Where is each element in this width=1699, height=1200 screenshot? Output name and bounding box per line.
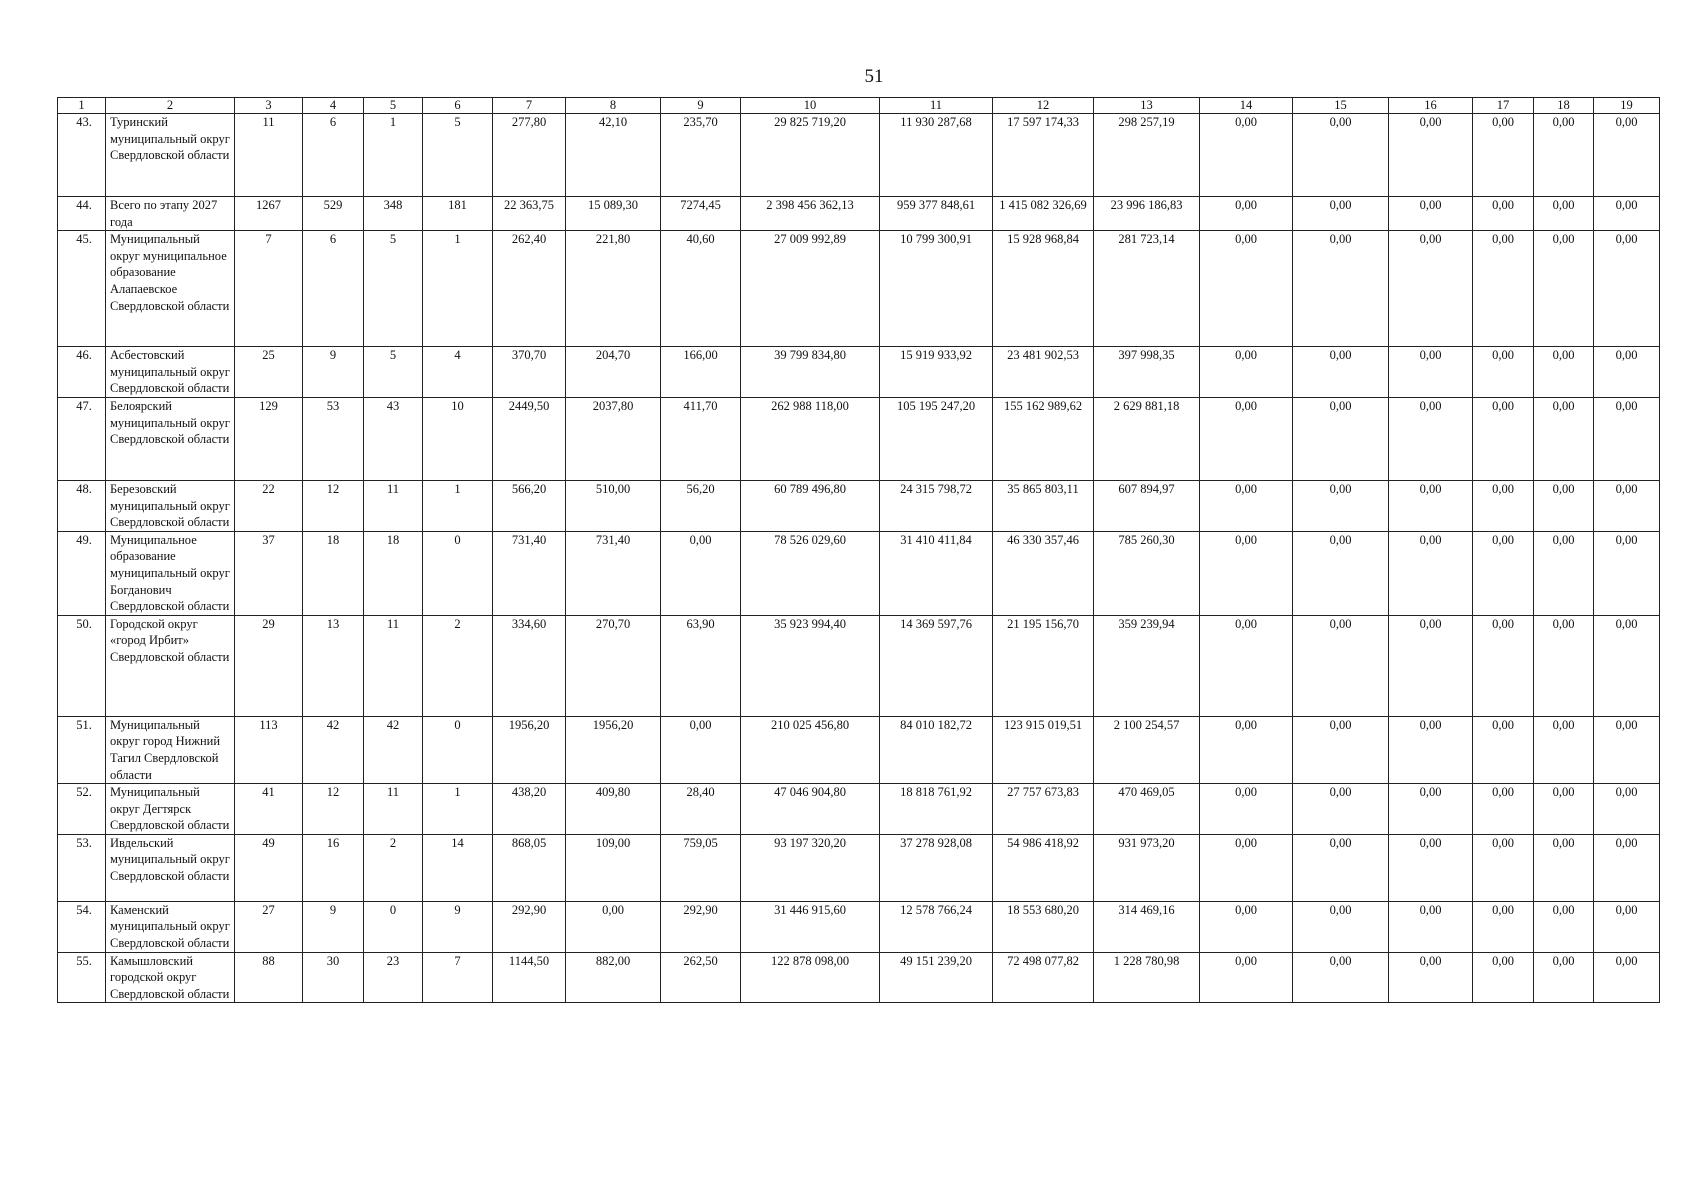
table-cell: 0,00 (1594, 952, 1660, 1003)
table-cell: 12 578 766,24 (880, 901, 993, 952)
table-cell: 210 025 456,80 (741, 716, 880, 783)
municipality-name: Муниципальный округ муниципальное образование Алапаевское Свердловской области (106, 231, 235, 347)
column-header: 11 (880, 98, 993, 114)
table-cell: 314 469,16 (1094, 901, 1200, 952)
table-cell: 0,00 (1389, 397, 1473, 480)
table-cell: 0,00 (1389, 197, 1473, 231)
table-cell: 0,00 (1473, 615, 1534, 716)
table-cell: 0,00 (1473, 952, 1534, 1003)
table-cell: 2 (423, 615, 493, 716)
table-cell: 129 (235, 397, 303, 480)
table-cell: 0,00 (1473, 480, 1534, 531)
column-header: 1 (58, 98, 106, 114)
table-cell: 0,00 (1293, 114, 1389, 197)
table-cell: 235,70 (661, 114, 741, 197)
column-header: 5 (364, 98, 423, 114)
table-cell: 122 878 098,00 (741, 952, 880, 1003)
table-cell: 27 (235, 901, 303, 952)
table-cell: 1 (423, 784, 493, 835)
table-cell: 18 818 761,92 (880, 784, 993, 835)
table-cell: 0,00 (1293, 480, 1389, 531)
table-cell: 0,00 (1200, 480, 1293, 531)
table-row (58, 397, 1660, 480)
table-cell: 0,00 (1200, 197, 1293, 231)
table-cell: 0,00 (1534, 347, 1594, 398)
table-cell: 54 986 418,92 (993, 834, 1094, 901)
table-row (58, 531, 1660, 615)
table-cell: 731,40 (493, 531, 566, 615)
table-cell: 607 894,97 (1094, 480, 1200, 531)
table-cell: 5 (364, 231, 423, 347)
table-cell: 759,05 (661, 834, 741, 901)
table-cell: 0,00 (1473, 901, 1534, 952)
table-cell: 2037,80 (566, 397, 661, 480)
table-cell: 0,00 (1293, 716, 1389, 783)
table-cell: 0,00 (1293, 231, 1389, 347)
table-cell: 959 377 848,61 (880, 197, 993, 231)
table-cell: 11 (235, 114, 303, 197)
municipality-name: Муниципальный округ Дегтярск Свердловской области (106, 784, 235, 835)
table-cell: 0,00 (1534, 114, 1594, 197)
table-cell: 60 789 496,80 (741, 480, 880, 531)
table-cell: 7274,45 (661, 197, 741, 231)
table-cell: 0,00 (1389, 114, 1473, 197)
table-cell: 5 (364, 347, 423, 398)
table-cell: 6 (303, 231, 364, 347)
table-cell: 9 (303, 347, 364, 398)
table-cell: 9 (423, 901, 493, 952)
table-cell: 37 278 928,08 (880, 834, 993, 901)
table-cell: 47 046 904,80 (741, 784, 880, 835)
table-cell: 0,00 (1594, 834, 1660, 901)
table-cell: 0,00 (1594, 716, 1660, 783)
table-cell: 281 723,14 (1094, 231, 1200, 347)
table-cell: 0,00 (1594, 784, 1660, 835)
table-cell: 0,00 (1293, 901, 1389, 952)
table-cell: 109,00 (566, 834, 661, 901)
table-cell: 0,00 (1534, 615, 1594, 716)
table-cell: 0,00 (1594, 231, 1660, 347)
table-cell: 0,00 (1293, 397, 1389, 480)
table-cell: 0,00 (1200, 615, 1293, 716)
table-cell: 0 (423, 531, 493, 615)
table-cell: 15 919 933,92 (880, 347, 993, 398)
table-cell: 31 410 411,84 (880, 531, 993, 615)
column-header: 12 (993, 98, 1094, 114)
column-header: 10 (741, 98, 880, 114)
table-cell: 22 (235, 480, 303, 531)
row-number: 45. (58, 231, 106, 347)
table-cell: 262 988 118,00 (741, 397, 880, 480)
table-cell: 43 (364, 397, 423, 480)
table-row (58, 784, 1660, 835)
table-row (58, 834, 1660, 901)
table-cell: 10 (423, 397, 493, 480)
column-header: 17 (1473, 98, 1534, 114)
table-cell: 10 799 300,91 (880, 231, 993, 347)
table-cell: 84 010 182,72 (880, 716, 993, 783)
table-cell: 221,80 (566, 231, 661, 347)
municipality-name: Белоярский муниципальный округ Свердловской области (106, 397, 235, 480)
table-cell: 0,00 (1389, 784, 1473, 835)
table-cell: 25 (235, 347, 303, 398)
table-cell: 298 257,19 (1094, 114, 1200, 197)
table-cell: 18 (303, 531, 364, 615)
table-cell: 0,00 (1473, 347, 1534, 398)
table-cell: 0,00 (1389, 531, 1473, 615)
table-cell: 0,00 (1389, 901, 1473, 952)
table-cell: 0,00 (1594, 397, 1660, 480)
table-row (58, 716, 1660, 783)
column-header: 7 (493, 98, 566, 114)
table-cell: 28,40 (661, 784, 741, 835)
municipality-name: Ивдельский муниципальный округ Свердловской области (106, 834, 235, 901)
row-number: 54. (58, 901, 106, 952)
table-cell: 0,00 (1594, 531, 1660, 615)
table-cell: 56,20 (661, 480, 741, 531)
table-cell: 15 928 968,84 (993, 231, 1094, 347)
municipality-name: Камышловский городской округ Свердловской области (106, 952, 235, 1003)
table-cell: 0,00 (1594, 197, 1660, 231)
table-cell: 11 (364, 615, 423, 716)
table-cell: 882,00 (566, 952, 661, 1003)
table-cell: 0,00 (1200, 834, 1293, 901)
municipality-name: Муниципальное образование муниципальный округ Богданович Свердловской области (106, 531, 235, 615)
table-cell: 31 446 915,60 (741, 901, 880, 952)
column-header: 19 (1594, 98, 1660, 114)
row-number: 52. (58, 784, 106, 835)
table-cell: 0,00 (1389, 716, 1473, 783)
table-cell: 49 151 239,20 (880, 952, 993, 1003)
table-cell: 7 (235, 231, 303, 347)
row-number: 53. (58, 834, 106, 901)
table-cell: 0,00 (1389, 834, 1473, 901)
table-cell: 370,70 (493, 347, 566, 398)
table-cell: 0,00 (1473, 397, 1534, 480)
table-cell: 14 369 597,76 (880, 615, 993, 716)
table-cell: 0,00 (1473, 531, 1534, 615)
table-cell: 0,00 (1389, 347, 1473, 398)
table-cell: 166,00 (661, 347, 741, 398)
table-cell: 13 (303, 615, 364, 716)
table-cell: 262,40 (493, 231, 566, 347)
table-cell: 39 799 834,80 (741, 347, 880, 398)
table-cell: 21 195 156,70 (993, 615, 1094, 716)
row-number: 47. (58, 397, 106, 480)
table-cell: 0,00 (1473, 716, 1534, 783)
table-cell: 0,00 (1534, 901, 1594, 952)
table-row (58, 615, 1660, 716)
table-cell: 0,00 (1389, 480, 1473, 531)
table-cell: 2449,50 (493, 397, 566, 480)
table-cell: 2 (364, 834, 423, 901)
column-header: 2 (106, 98, 235, 114)
table-cell: 0,00 (1200, 231, 1293, 347)
table-cell: 17 597 174,33 (993, 114, 1094, 197)
table-cell: 5 (423, 114, 493, 197)
table-cell: 42 (303, 716, 364, 783)
table-cell: 155 162 989,62 (993, 397, 1094, 480)
table-row (58, 114, 1660, 197)
table-cell: 1 (423, 231, 493, 347)
municipality-name: Городской округ «город Ирбит» Свердловской области (106, 615, 235, 716)
table-cell: 277,80 (493, 114, 566, 197)
table-cell: 0,00 (1594, 347, 1660, 398)
table-cell: 868,05 (493, 834, 566, 901)
table-cell: 1956,20 (566, 716, 661, 783)
table-cell: 30 (303, 952, 364, 1003)
row-number: 48. (58, 480, 106, 531)
column-header: 3 (235, 98, 303, 114)
table-cell: 7 (423, 952, 493, 1003)
table-cell: 40,60 (661, 231, 741, 347)
table-row (58, 347, 1660, 398)
table-cell: 0 (423, 716, 493, 783)
table-cell: 1144,50 (493, 952, 566, 1003)
data-table (57, 97, 1660, 1003)
table-cell: 292,90 (661, 901, 741, 952)
table-cell: 4 (423, 347, 493, 398)
table-cell: 0,00 (1293, 197, 1389, 231)
table-cell: 359 239,94 (1094, 615, 1200, 716)
table-cell: 37 (235, 531, 303, 615)
table-cell: 0,00 (1534, 531, 1594, 615)
table-cell: 105 195 247,20 (880, 397, 993, 480)
column-header: 15 (1293, 98, 1389, 114)
table-cell: 397 998,35 (1094, 347, 1200, 398)
table-cell: 29 825 719,20 (741, 114, 880, 197)
table-cell: 0,00 (1293, 531, 1389, 615)
column-header: 4 (303, 98, 364, 114)
table-cell: 27 757 673,83 (993, 784, 1094, 835)
table-cell: 529 (303, 197, 364, 231)
table-cell: 0,00 (1389, 615, 1473, 716)
table-cell: 0,00 (1389, 231, 1473, 347)
table-cell: 0,00 (1534, 834, 1594, 901)
table-cell: 270,70 (566, 615, 661, 716)
table-cell: 348 (364, 197, 423, 231)
table-cell: 0,00 (1200, 114, 1293, 197)
table-row (58, 231, 1660, 347)
column-header: 9 (661, 98, 741, 114)
table-cell: 72 498 077,82 (993, 952, 1094, 1003)
table-cell: 0,00 (1534, 784, 1594, 835)
table-row (58, 480, 1660, 531)
table-cell: 49 (235, 834, 303, 901)
table-cell: 731,40 (566, 531, 661, 615)
table-row (58, 901, 1660, 952)
column-header: 18 (1534, 98, 1594, 114)
table-cell: 0,00 (1200, 716, 1293, 783)
table-cell: 262,50 (661, 952, 741, 1003)
table-cell: 0,00 (1534, 952, 1594, 1003)
row-number: 46. (58, 347, 106, 398)
table-cell: 29 (235, 615, 303, 716)
column-header: 8 (566, 98, 661, 114)
table-cell: 411,70 (661, 397, 741, 480)
table-cell: 0,00 (1534, 397, 1594, 480)
row-number: 55. (58, 952, 106, 1003)
table-cell: 6 (303, 114, 364, 197)
table-cell: 0,00 (1293, 834, 1389, 901)
table-cell: 0,00 (1293, 784, 1389, 835)
municipality-name: Асбестовский муниципальный округ Свердловской области (106, 347, 235, 398)
table-cell: 11 (364, 480, 423, 531)
table-cell: 470 469,05 (1094, 784, 1200, 835)
table-cell: 18 553 680,20 (993, 901, 1094, 952)
table-cell: 15 089,30 (566, 197, 661, 231)
column-header: 16 (1389, 98, 1473, 114)
row-number: 43. (58, 114, 106, 197)
table-cell: 0,00 (1534, 480, 1594, 531)
municipality-name: Туринский муниципальный округ Свердловской области (106, 114, 235, 197)
table-cell: 0,00 (1200, 531, 1293, 615)
table-cell: 78 526 029,60 (741, 531, 880, 615)
table-cell: 88 (235, 952, 303, 1003)
table-cell: 0,00 (1200, 784, 1293, 835)
table-cell: 931 973,20 (1094, 834, 1200, 901)
table-row (58, 197, 1660, 231)
table-cell: 0,00 (1200, 347, 1293, 398)
table-cell: 0,00 (566, 901, 661, 952)
table-cell: 1 (364, 114, 423, 197)
table-cell: 27 009 992,89 (741, 231, 880, 347)
table-cell: 1267 (235, 197, 303, 231)
row-number: 44. (58, 197, 106, 231)
table-cell: 35 865 803,11 (993, 480, 1094, 531)
table-cell: 63,90 (661, 615, 741, 716)
table-cell: 785 260,30 (1094, 531, 1200, 615)
table-cell: 0,00 (1293, 347, 1389, 398)
table-cell: 9 (303, 901, 364, 952)
table-cell: 0,00 (1389, 952, 1473, 1003)
table-cell: 12 (303, 784, 364, 835)
table-cell: 409,80 (566, 784, 661, 835)
table-cell: 0,00 (1594, 615, 1660, 716)
municipality-name: Каменский муниципальный округ Свердловской области (106, 901, 235, 952)
table-cell: 0,00 (1200, 952, 1293, 1003)
table-cell: 11 (364, 784, 423, 835)
column-header: 6 (423, 98, 493, 114)
table-cell: 22 363,75 (493, 197, 566, 231)
table-cell: 46 330 357,46 (993, 531, 1094, 615)
table-cell: 0,00 (661, 531, 741, 615)
table-cell: 12 (303, 480, 364, 531)
table-cell: 292,90 (493, 901, 566, 952)
column-header: 13 (1094, 98, 1200, 114)
table-cell: 35 923 994,40 (741, 615, 880, 716)
table-cell: 0 (364, 901, 423, 952)
table-cell: 41 (235, 784, 303, 835)
table-cell: 0,00 (1473, 231, 1534, 347)
column-header: 14 (1200, 98, 1293, 114)
table-cell: 1 228 780,98 (1094, 952, 1200, 1003)
table-cell: 2 100 254,57 (1094, 716, 1200, 783)
table-cell: 24 315 798,72 (880, 480, 993, 531)
table-cell: 0,00 (1534, 231, 1594, 347)
table-cell: 1 (423, 480, 493, 531)
table-cell: 1 415 082 326,69 (993, 197, 1094, 231)
table-cell: 204,70 (566, 347, 661, 398)
table-cell: 14 (423, 834, 493, 901)
page-number: 51 (864, 66, 884, 87)
table-cell: 0,00 (1594, 480, 1660, 531)
municipality-name: Всего по этапу 2027 года (106, 197, 235, 231)
municipality-name: Муниципальный округ город Нижний Тагил Свердловской области (106, 716, 235, 783)
table-cell: 2 629 881,18 (1094, 397, 1200, 480)
table-cell: 0,00 (1594, 114, 1660, 197)
table-header-row (58, 98, 1660, 114)
table-cell: 0,00 (1594, 901, 1660, 952)
table-cell: 0,00 (1473, 197, 1534, 231)
table-cell: 18 (364, 531, 423, 615)
table-cell: 0,00 (1293, 615, 1389, 716)
table-cell: 0,00 (1534, 716, 1594, 783)
table-cell: 0,00 (1473, 834, 1534, 901)
row-number: 49. (58, 531, 106, 615)
table-cell: 334,60 (493, 615, 566, 716)
table-cell: 438,20 (493, 784, 566, 835)
table-cell: 0,00 (1200, 901, 1293, 952)
table-cell: 1956,20 (493, 716, 566, 783)
table-cell: 23 481 902,53 (993, 347, 1094, 398)
row-number: 50. (58, 615, 106, 716)
table-cell: 11 930 287,68 (880, 114, 993, 197)
table-cell: 123 915 019,51 (993, 716, 1094, 783)
table-cell: 113 (235, 716, 303, 783)
table-cell: 23 996 186,83 (1094, 197, 1200, 231)
table-cell: 23 (364, 952, 423, 1003)
table-cell: 42 (364, 716, 423, 783)
table-cell: 0,00 (1473, 784, 1534, 835)
table-cell: 181 (423, 197, 493, 231)
table-cell: 16 (303, 834, 364, 901)
table-cell: 0,00 (1534, 197, 1594, 231)
table-cell: 0,00 (1293, 952, 1389, 1003)
table-cell: 0,00 (1200, 397, 1293, 480)
row-number: 51. (58, 716, 106, 783)
table-cell: 2 398 456 362,13 (741, 197, 880, 231)
table-row (58, 952, 1660, 1003)
table-cell: 510,00 (566, 480, 661, 531)
table-cell: 0,00 (661, 716, 741, 783)
table-cell: 42,10 (566, 114, 661, 197)
table-cell: 0,00 (1473, 114, 1534, 197)
table-cell: 93 197 320,20 (741, 834, 880, 901)
table-cell: 53 (303, 397, 364, 480)
municipality-name: Березовский муниципальный округ Свердловской области (106, 480, 235, 531)
table-cell: 566,20 (493, 480, 566, 531)
